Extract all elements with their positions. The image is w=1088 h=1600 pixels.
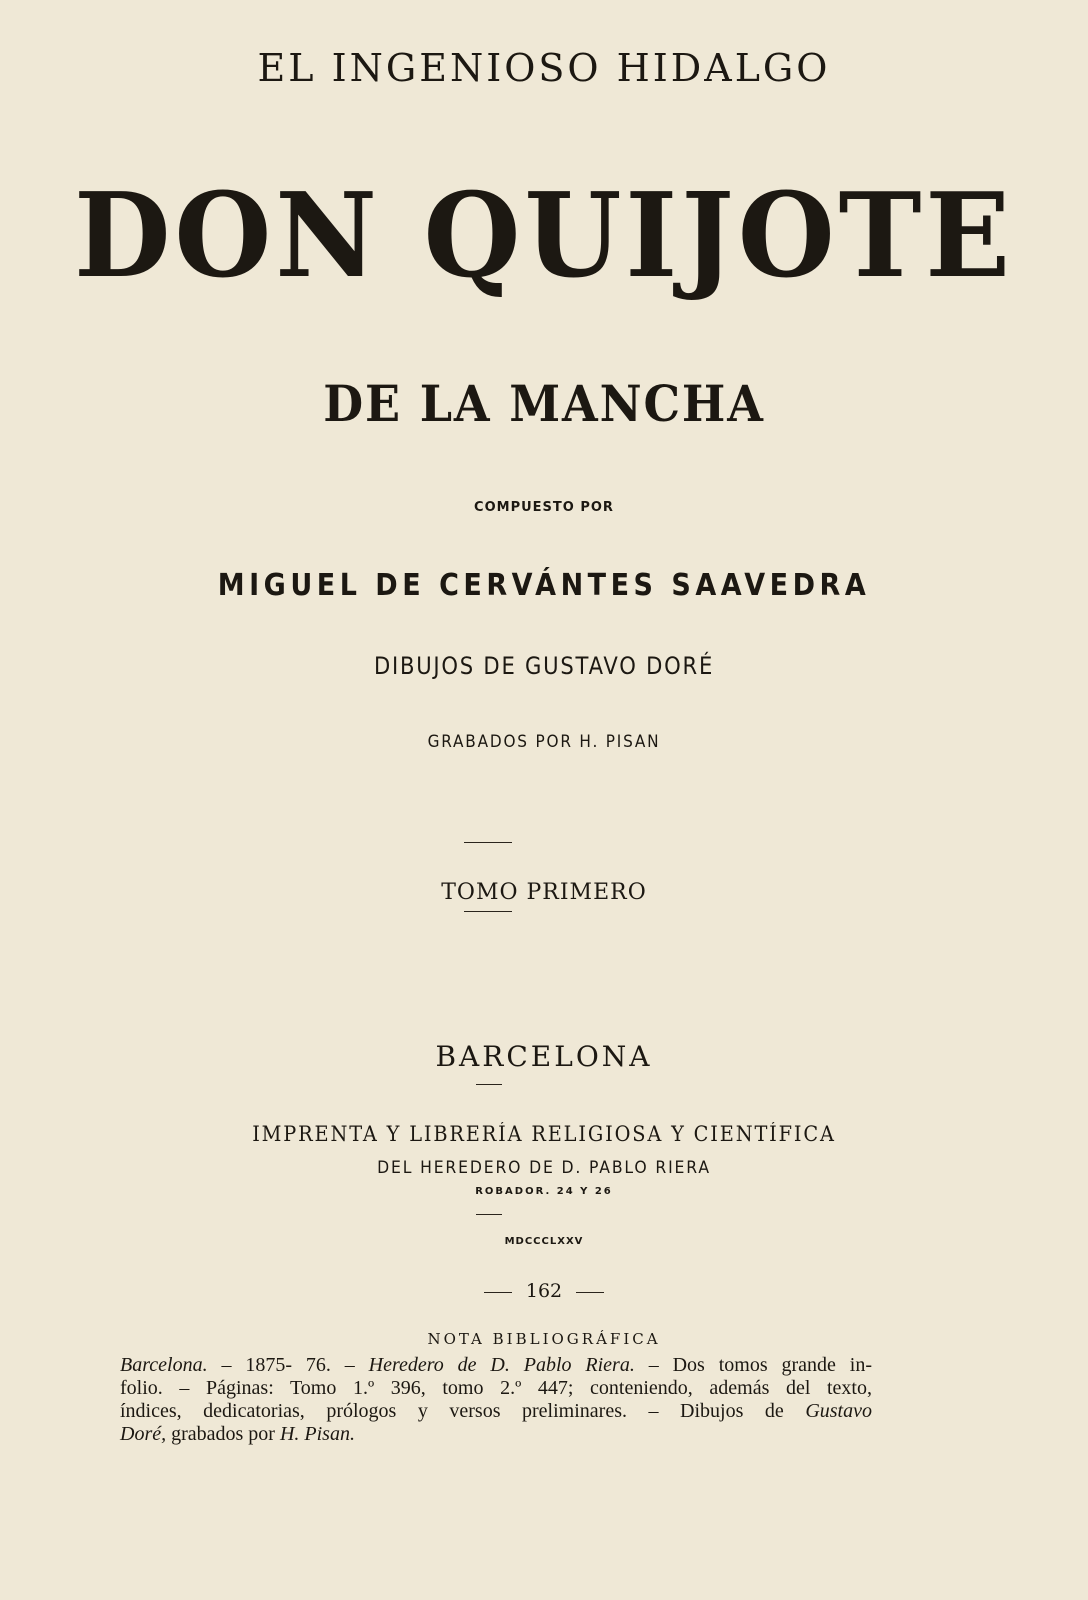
nota-segment: – 1875- 76. – [207, 1354, 369, 1376]
nota-segment: Gustavo [805, 1400, 872, 1422]
subtitle-bottom: DE LA MANCHA [323, 374, 765, 433]
divider-rule [476, 1084, 502, 1085]
nota-heading: NOTA BIBLIOGRÁFICA [427, 1330, 661, 1348]
divider-rule [464, 842, 512, 843]
author: MIGUEL DE CERVÁNTES SAAVEDRA [217, 568, 871, 603]
nota-segment: Barcelona. [120, 1354, 208, 1376]
publisher-heir: DEL HEREDERO DE D. PABLO RIERA [377, 1158, 711, 1178]
nota-segment: H. Pisan. [279, 1423, 355, 1445]
page-number-value: 162 [525, 1280, 563, 1302]
divider-rule [476, 1214, 502, 1215]
engraver-credit: GRABADOS POR H. PISAN [427, 732, 661, 752]
illustrator-credit: DIBUJOS DE GUSTAVO DORÉ [373, 652, 715, 680]
nota-line [120, 1354, 872, 1377]
page-number [0, 1280, 1088, 1302]
nota-segment: Heredero de D. Pablo Riera. [368, 1354, 635, 1376]
compuesto-por: COMPUESTO POR [474, 500, 614, 515]
nota-line [120, 1423, 872, 1446]
nota-segment: Doré, [120, 1423, 167, 1445]
nota-segment: – Dos tomos grande in- [634, 1354, 872, 1376]
subtitle-top: EL INGENIOSO HIDALGO [257, 46, 831, 90]
dash [576, 1292, 604, 1293]
nota-line [120, 1400, 872, 1423]
city: BARCELONA [435, 1040, 653, 1073]
dash [484, 1292, 512, 1293]
nota-segment: índices, dedicatorias, prólogos y versos preliminares. – Dibujos de [120, 1400, 806, 1422]
volume-label: TOMO PRIMERO [441, 880, 647, 905]
nota-body [120, 1354, 872, 1446]
main-title: DON QUIJOTE [73, 168, 1015, 304]
year-roman: MDCCCLXXV [504, 1236, 584, 1247]
publisher: IMPRENTA Y LIBRERÍA RELIGIOSA Y CIENTÍFICA [252, 1122, 836, 1146]
nota-segment: folio. – Páginas: Tomo 1.º 396, tomo 2.º 447; conteniendo, además del texto, [120, 1377, 872, 1399]
divider-rule [464, 911, 512, 912]
nota-segment: grabados por [166, 1423, 280, 1445]
nota-line [120, 1377, 872, 1400]
address: ROBADOR. 24 Y 26 [475, 1186, 613, 1197]
